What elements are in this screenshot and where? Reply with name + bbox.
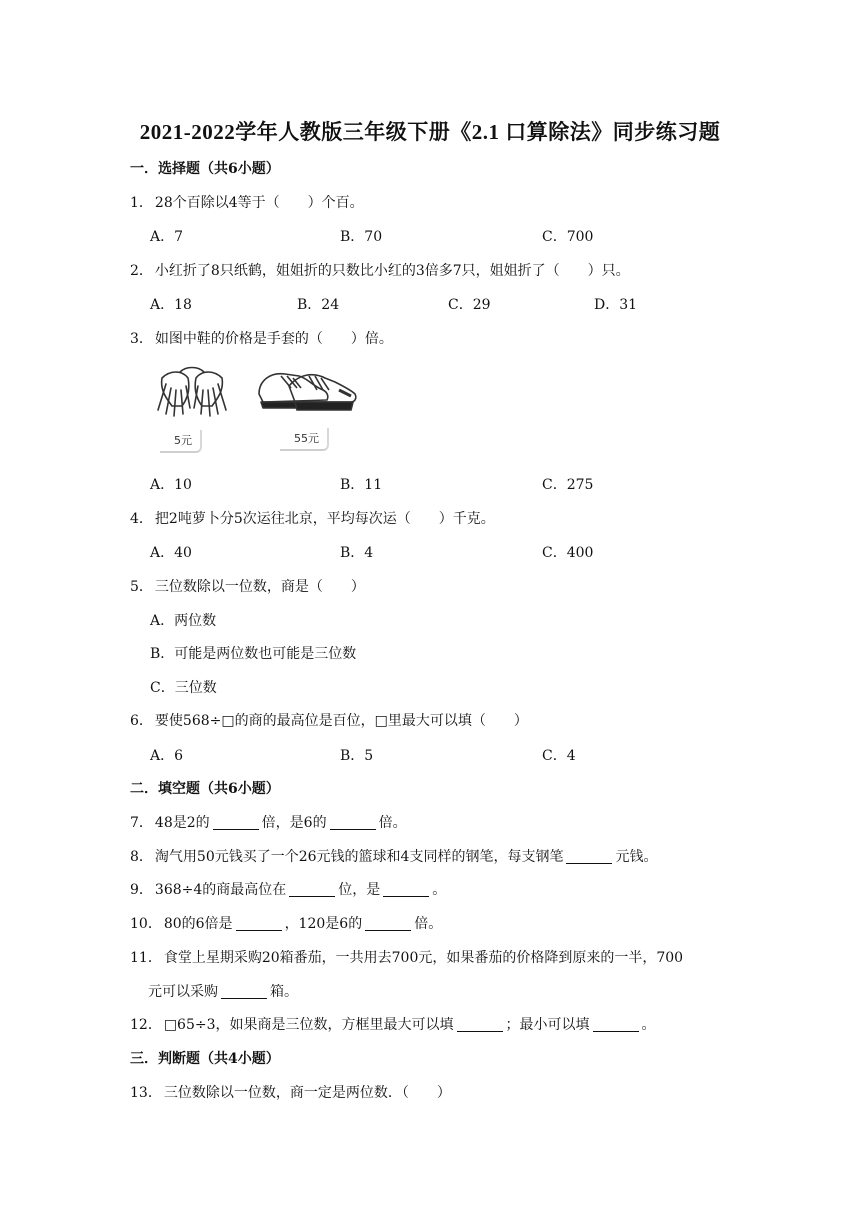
option-b: B．70 bbox=[340, 229, 383, 245]
answer-blank[interactable] bbox=[213, 815, 259, 830]
question-9 bbox=[130, 879, 446, 899]
question-text: 如图中鞋的价格是手套的（ ）倍。 bbox=[154, 331, 393, 347]
question-number: 7． bbox=[130, 815, 153, 831]
question-text: 48是2的 bbox=[154, 815, 210, 831]
question-text: 倍，是6的 bbox=[261, 815, 327, 831]
option-c: C．700 bbox=[542, 229, 594, 245]
question-5 bbox=[130, 576, 365, 596]
option-c: C．400 bbox=[542, 545, 594, 561]
answer-blank[interactable] bbox=[457, 1017, 503, 1032]
question-text: 元钱。 bbox=[615, 849, 658, 865]
question-number: 5． bbox=[130, 579, 153, 595]
question-8 bbox=[130, 846, 657, 866]
option-b: B．11 bbox=[340, 477, 383, 493]
option-a: A．7 bbox=[150, 229, 184, 245]
option-c: C．29 bbox=[448, 297, 491, 313]
question-7 bbox=[130, 812, 407, 832]
glove-price-label: 5元 bbox=[160, 430, 202, 453]
question-number: 13． bbox=[130, 1085, 162, 1101]
question-text: ；最小可以填 bbox=[505, 1017, 590, 1033]
question-text: □65÷3，如果商是三位数，方框里最大可以填 bbox=[163, 1017, 454, 1033]
question-number: 3． bbox=[130, 331, 153, 347]
answer-blank[interactable] bbox=[221, 984, 267, 999]
section-heading-judge: 三．判断题（共4小题） bbox=[130, 1051, 280, 1067]
answer-blank[interactable] bbox=[383, 882, 429, 897]
question-number: 1． bbox=[130, 195, 153, 211]
question-number: 11． bbox=[130, 950, 162, 966]
option-a: A．10 bbox=[150, 477, 192, 493]
question-text: 80的6倍是 bbox=[163, 916, 233, 932]
answer-blank[interactable] bbox=[236, 916, 282, 931]
question-number: 2． bbox=[130, 263, 153, 279]
question-text: 28个百除以4等于（ ）个百。 bbox=[154, 195, 364, 211]
question-text: 。 bbox=[641, 1017, 656, 1033]
question-text: 要使568÷□的商的最高位是百位，□里最大可以填（ ） bbox=[154, 713, 528, 729]
question-text: ，120是6的 bbox=[284, 916, 363, 932]
question-text: 食堂上星期采购20箱番茄，一共用去700元，如果番茄的价格降到原来的一半，700 bbox=[163, 950, 684, 966]
question-number: 6． bbox=[130, 713, 153, 729]
question-text: 淘气用50元钱买了一个26元钱的篮球和4支同样的钢笔，每支钢笔 bbox=[154, 849, 564, 865]
option-a: A．6 bbox=[150, 748, 184, 764]
question-text: 倍。 bbox=[414, 916, 443, 932]
option-b: B．4 bbox=[340, 545, 374, 561]
question-number: 9． bbox=[130, 882, 153, 898]
question-number: 8． bbox=[130, 849, 153, 865]
question-text: 小红折了8只纸鹤，姐姐折的只数比小红的3倍多7只，姐姐折了（ ）只。 bbox=[154, 263, 630, 279]
question-text: 箱。 bbox=[270, 984, 298, 1000]
question-6 bbox=[130, 710, 528, 730]
section-heading-fill: 二．填空题（共6小题） bbox=[130, 781, 280, 797]
question-text: 位，是 bbox=[338, 882, 381, 898]
option-c: C．275 bbox=[542, 477, 594, 493]
gloves-picture bbox=[152, 364, 232, 422]
answer-blank[interactable] bbox=[289, 882, 335, 897]
question-text: 倍。 bbox=[378, 815, 407, 831]
section-heading-choice: 一．选择题（共6小题） bbox=[130, 161, 280, 177]
option-a: A．40 bbox=[150, 545, 192, 561]
option-c: C．三位数 bbox=[150, 680, 217, 696]
answer-blank[interactable] bbox=[330, 815, 376, 830]
question-text: 三位数除以一位数，商一定是两位数．（ ） bbox=[163, 1085, 451, 1101]
question-text: 三位数除以一位数，商是（ ） bbox=[154, 579, 365, 595]
question-1 bbox=[130, 192, 364, 212]
option-b: B．可能是两位数也可能是三位数 bbox=[150, 646, 357, 662]
question-10 bbox=[130, 913, 442, 933]
question-text: 。 bbox=[432, 882, 447, 898]
question-number: 10． bbox=[130, 916, 162, 932]
option-c: C．4 bbox=[542, 748, 576, 764]
answer-blank[interactable] bbox=[593, 1017, 639, 1032]
question-text: 368÷4的商最高位在 bbox=[154, 882, 287, 898]
answer-blank[interactable] bbox=[566, 849, 612, 864]
question-2 bbox=[130, 260, 630, 280]
option-a: A．两位数 bbox=[150, 613, 217, 629]
question-11 bbox=[130, 947, 683, 967]
option-b: B．24 bbox=[297, 297, 340, 313]
question-12 bbox=[130, 1014, 656, 1034]
question-3 bbox=[130, 328, 393, 348]
question-13 bbox=[130, 1082, 451, 1102]
page-title: 2021-2022学年人教版三年级下册《2.1 口算除法》同步练习题 bbox=[139, 120, 721, 144]
option-d: D．31 bbox=[594, 297, 638, 313]
shoes-picture bbox=[255, 366, 361, 414]
question-4 bbox=[130, 508, 495, 528]
option-a: A．18 bbox=[150, 297, 192, 313]
shoe-price-label: 55元 bbox=[280, 428, 329, 451]
question-text: 元可以采购 bbox=[148, 984, 218, 1000]
answer-blank[interactable] bbox=[365, 916, 411, 931]
option-b: B．5 bbox=[340, 748, 374, 764]
question-text: 把2吨萝卜分5次运往北京，平均每次运（ ）千克。 bbox=[154, 511, 495, 527]
question-number: 4． bbox=[130, 511, 153, 527]
question-number: 12． bbox=[130, 1017, 162, 1033]
question-11-continued bbox=[148, 981, 298, 1001]
